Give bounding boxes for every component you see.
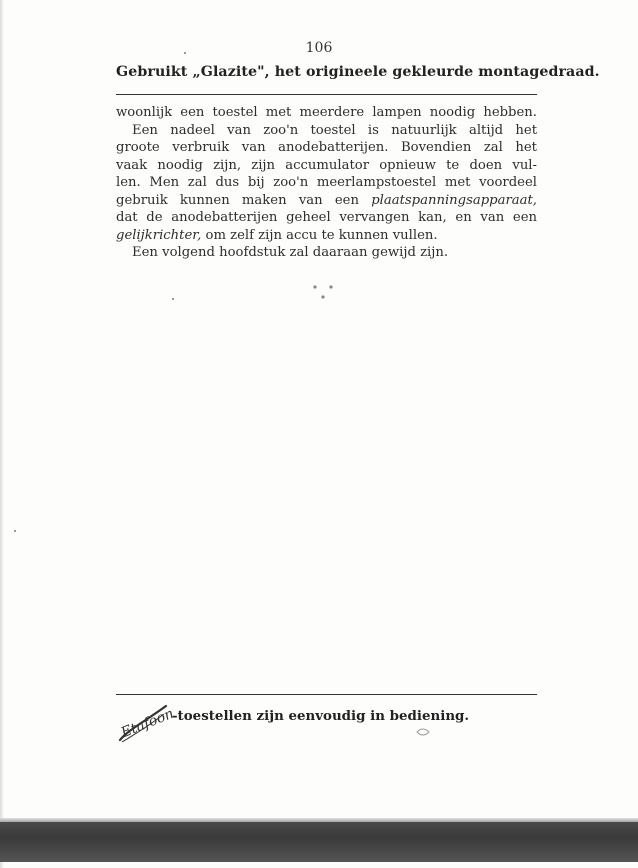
header-rule <box>116 94 537 95</box>
small-ornament-icon <box>416 726 430 738</box>
text-line-6 <box>116 192 537 210</box>
text-line-6-start: gebruik kunnen maken van een <box>116 192 372 208</box>
text-line-3: groote verbruik van anodebatterijen. Bovendien zal het <box>116 140 537 155</box>
paper-speck <box>14 530 16 532</box>
text-line-9: Een volgend hoofdstuk zal daaraan gewijd zijn. <box>132 245 449 260</box>
logo-lettering: Etafoon <box>118 705 177 742</box>
footer-rule <box>116 694 537 695</box>
text-line-7: dat de anodebatterijen geheel vervangen kan, en van een <box>116 210 537 225</box>
footer-slogan: -toestellen zijn eenvoudig in bediening. <box>172 708 470 724</box>
page-number: 106 <box>305 40 333 56</box>
paper-speck <box>184 52 186 54</box>
scan-dark-band <box>0 822 638 862</box>
page-left-edge <box>0 0 4 868</box>
asterism-ornament <box>308 282 338 304</box>
text-line-8-end: om zelf zijn accu te kunnen vullen. <box>201 227 438 243</box>
text-line-2: Een nadeel van zoo'n toestel is natuurlijk altijd het <box>132 122 537 138</box>
etafoon-logo <box>116 700 177 748</box>
text-line-4: vaak noodig zijn, zijn accumulator opnieuw te doen vul- <box>116 157 537 173</box>
text-line-1: woonlijk een toestel met meerdere lampen noodig hebben. <box>116 105 537 120</box>
emphasis-gelijkrichter: gelijkrichter, <box>116 227 202 243</box>
emphasis-plaatspanningsapparaat: plaatspanningsapparaat, <box>371 192 537 208</box>
text-line-8 <box>116 227 537 245</box>
advertisement-footer <box>116 700 537 750</box>
paper-speck <box>172 298 174 300</box>
body-text <box>116 104 537 262</box>
text-line-5: len. Men zal dus bij zoo'n meerlampstoestel met voordeel <box>116 175 537 190</box>
running-header: Gebruikt „Glazite", het origineele gekleurde montagedraad. <box>116 64 600 80</box>
